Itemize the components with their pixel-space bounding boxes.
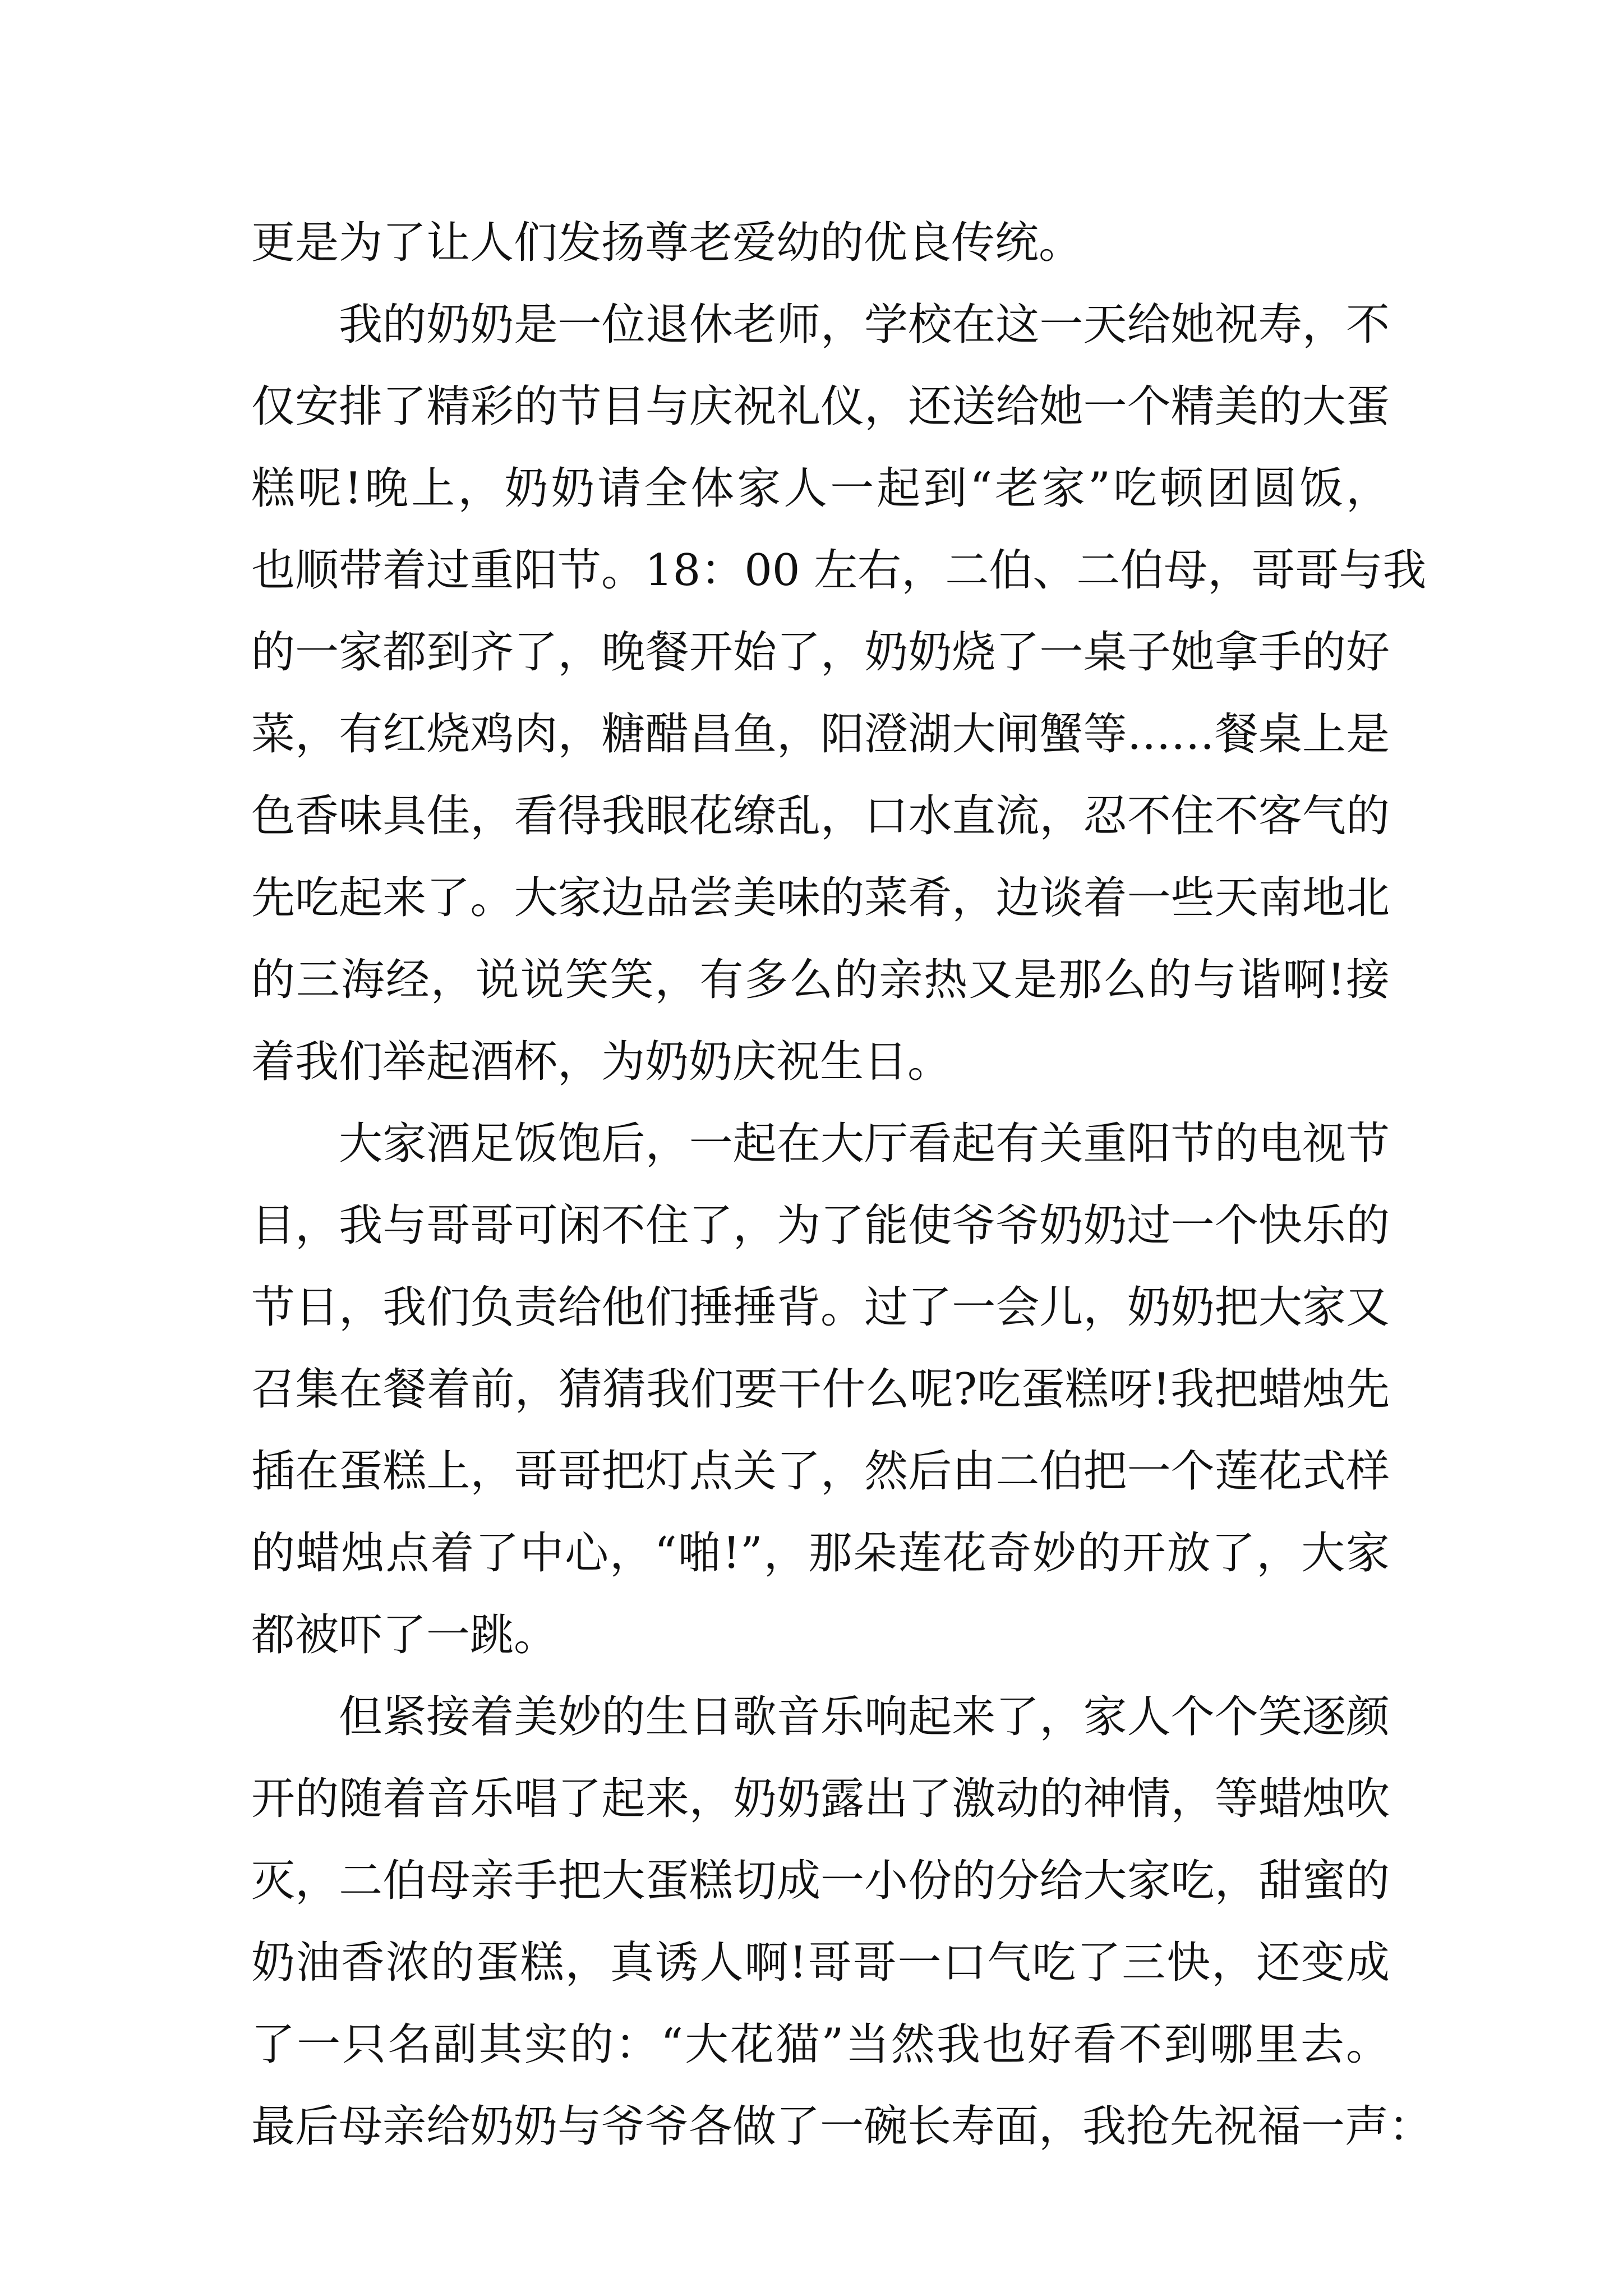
paragraph: [251, 1103, 1390, 1676]
text-line: 的三海经，说说笑笑，有多么的亲热又是那么的与谐啊!接: [251, 955, 1390, 1005]
text-line: 但紧接着美妙的生日歌音乐响起来了，家人个个笑逐颜: [339, 1692, 1390, 1742]
text-line: 开的随着音乐唱了起来，奶奶露出了激动的神情，等蜡烛吹: [251, 1774, 1390, 1824]
text-line: 召集在餐着前，猜猜我们要干什么呢?吃蛋糕呀!我把蜡烛先: [251, 1364, 1390, 1415]
text-line: 灭，二伯母亲手把大蛋糕切成一小份的分给大家吃，甜蜜的: [251, 1856, 1390, 1906]
text-line: 插在蛋糕上，哥哥把灯点关了，然后由二伯把一个莲花式样: [251, 1446, 1390, 1497]
paragraph: [251, 1676, 1433, 2168]
text-line: 了一只名副其实的：“大花猫”当然我也好看不到哪里去。: [251, 2019, 1390, 2070]
text-line: 糕呢!晚上，奶奶请全体家人一起到“老家”吃顿团圆饭，: [251, 463, 1390, 514]
paragraph: [251, 202, 1390, 284]
text-line: 也顺带着过重阳节。18：00 左右，二伯、二伯母，哥哥与我: [251, 545, 1427, 596]
text-line: 都被吓了一跳。: [251, 1610, 558, 1660]
text-line: 我的奶奶是一位退休老师，学校在这一天给她祝寿，不: [339, 300, 1390, 350]
text-line: 更是为了让人们发扬尊老爱幼的优良传统。: [251, 218, 1083, 268]
paragraph: [251, 284, 1427, 1103]
text-line: 最后母亲给奶奶与爷爷各做了一碗长寿面，我抢先祝福一声：: [251, 2101, 1433, 2152]
text-line: 着我们举起酒杯，为奶奶庆祝生日。: [251, 1037, 952, 1087]
text-line: 的蜡烛点着了中心，“啪!”，那朵莲花奇妙的开放了，大家: [251, 1528, 1390, 1579]
text-line: 仅安排了精彩的节目与庆祝礼仪，还送给她一个精美的大蛋: [251, 381, 1390, 432]
text-line: 奶油香浓的蛋糕，真诱人啊!哥哥一口气吃了三快，还变成: [251, 1938, 1390, 1988]
text-line: 节日，我们负责给他们捶捶背。过了一会儿，奶奶把大家又: [251, 1282, 1390, 1333]
text-line: 色香味具佳，看得我眼花缭乱，口水直流，忍不住不客气的: [251, 791, 1390, 841]
document-body: [251, 202, 1433, 2168]
text-line: 先吃起来了。大家边品尝美味的菜肴，边谈着一些天南地北: [251, 873, 1390, 923]
text-line: 大家酒足饭饱后，一起在大厅看起有关重阳节的电视节: [339, 1119, 1390, 1169]
text-line: 菜，有红烧鸡肉，糖醋昌鱼，阳澄湖大闸蟹等……餐桌上是: [251, 709, 1390, 760]
text-line: 的一家都到齐了，晚餐开始了，奶奶烧了一桌子她拿手的好: [251, 627, 1390, 678]
text-line: 目，我与哥哥可闲不住了，为了能使爷爷奶奶过一个快乐的: [251, 1200, 1390, 1251]
